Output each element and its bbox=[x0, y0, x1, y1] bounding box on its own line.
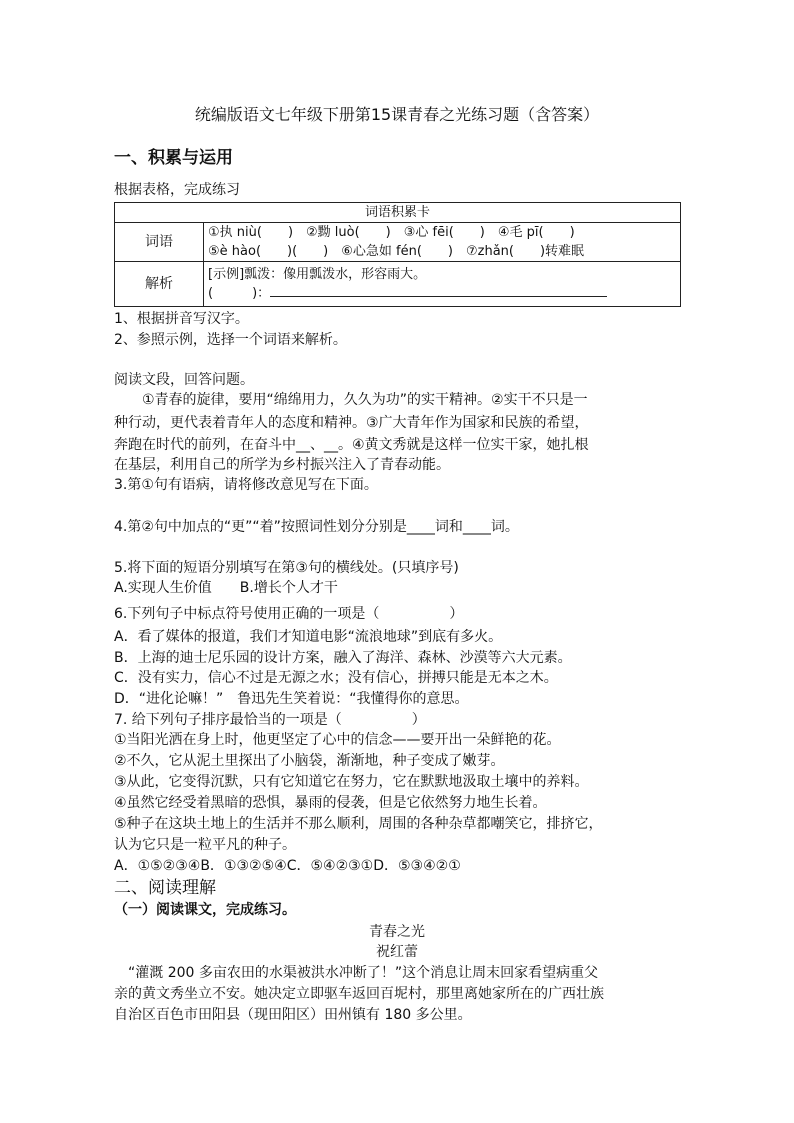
answer-underline[interactable] bbox=[270, 284, 607, 297]
analysis-cell bbox=[204, 262, 681, 307]
question-6-option: D．“进化论嘛！” 鲁迅先生笑着说：“我懂得你的意思。 bbox=[114, 691, 469, 707]
section-heading-accumulation: 一、积累与运用 bbox=[114, 148, 233, 168]
article-line: 亲的黄文秀坐立不安。她决定立即驱车返回百坭村，那里离她家所在的广西壮族 bbox=[114, 986, 604, 1002]
passage-line: 在基层，利用自己的所学为乡村振兴注入了青春动能。 bbox=[114, 457, 450, 473]
passage-line: 奔跑在时代的前列，在奋斗中__、__。④黄文秀就是这样一位实干家，她扎根 bbox=[114, 437, 589, 453]
analysis-blank-label: ( )： bbox=[208, 286, 271, 301]
article-line: 自治区百色市田阳县（现田阳区）田州镇有 180 多公里。 bbox=[114, 1007, 472, 1023]
article-line: “灌溉 200 多亩农田的水渠被洪水冲断了！”这个消息让周末回家看望病重父 bbox=[114, 965, 599, 981]
analysis-example: [示例]瓢泼：像用瓢泼水，形容雨大。 bbox=[208, 267, 427, 282]
vocabulary-card-table bbox=[114, 202, 681, 307]
table-intro: 根据表格，完成练习 bbox=[114, 182, 240, 198]
question-6-option: A．看了媒体的报道，我们才知道电影“流浪地球”到底有多火。 bbox=[114, 629, 503, 645]
question-7-sentence: ②不久，它从泥土里探出了小脑袋，渐渐地，种子变成了嫩芽。 bbox=[114, 753, 505, 769]
document-title: 统编版语文七年级下册第15课青春之光练习题（含答案） bbox=[194, 105, 600, 124]
article-author: 祝红蕾 bbox=[376, 944, 418, 960]
card-caption: 词语积累卡 bbox=[115, 203, 681, 223]
reading-subsection: （一）阅读课文，完成练习。 bbox=[114, 902, 296, 918]
section-heading-reading: 二、阅读理解 bbox=[114, 878, 216, 898]
question-5: 5.将下面的短语分别填写在第③句的横线处。(只填序号) bbox=[114, 560, 459, 576]
analysis-label: 解析 bbox=[115, 262, 204, 307]
question-6-option: C．没有实力，信心不过是无源之水；没有信心，拼搏只能是无本之木。 bbox=[114, 670, 558, 686]
question-7-sentence: 认为它只是一粒平凡的种子。 bbox=[114, 837, 296, 853]
question-2: 2、参照示例，选择一个词语来解析。 bbox=[114, 332, 347, 348]
passage-line: ①青春的旋律，要用“绵绵用力，久久为功”的实干精神。②实干不只是一 bbox=[114, 392, 588, 408]
reading-intro: 阅读文段，回答问题。 bbox=[114, 372, 254, 388]
article-title: 青春之光 bbox=[369, 924, 425, 940]
passage-line: 种行动，更代表着青年人的态度和精神。③广大青年作为国家和民族的希望， bbox=[114, 415, 589, 431]
question-4: 4.第②句中加点的“更”“着”按照词性划分分别是____词和____词。 bbox=[114, 519, 519, 535]
question-7-sentence: ⑤种子在这块土地上的生活并不那么顺利，周围的各种杂草都嘲笑它，排挤它， bbox=[114, 816, 603, 832]
question-1: 1、根据拼音写汉字。 bbox=[114, 311, 249, 327]
words-label: 词语 bbox=[115, 223, 204, 262]
question-7: 7. 给下列句子排序最恰当的一项是（ ） bbox=[114, 712, 426, 728]
question-7-sentence: ④虽然它经受着黑暗的恐惧，暴雨的侵袭，但是它依然努力地生长着。 bbox=[114, 795, 547, 811]
question-7-sentence: ①当阳光洒在身上时，他更坚定了心中的信念——要开出一朵鲜艳的花。 bbox=[114, 732, 561, 748]
question-3: 3.第①句有语病，请将修改意见写在下面。 bbox=[114, 477, 378, 493]
words-cell bbox=[204, 223, 681, 262]
question-6-option: B．上海的迪士尼乐园的设计方案，融入了海洋、森林、沙漠等六大元素。 bbox=[114, 650, 572, 666]
words-line-1: ①执 niù( ) ②黝 luò( ) ③心 fēi( ) ④毛 pī( ) bbox=[208, 225, 575, 240]
question-7-options: A．①⑤②③④B．①③②⑤④C．⑤④②③①D．⑤③④②① bbox=[114, 858, 461, 874]
question-6: 6.下列句子中标点符号使用正确的一项是（ ） bbox=[114, 606, 464, 622]
question-5-options: A.实现人生价值 B.增长个人才干 bbox=[114, 580, 338, 596]
question-7-sentence: ③从此，它变得沉默，只有它知道它在努力，它在默默地汲取土壤中的养料。 bbox=[114, 774, 589, 790]
analysis-blank-line bbox=[208, 284, 676, 303]
words-line-2: ⑤è hào( )( ) ⑥心急如 fén( ) ⑦zhǎn( )转难眠 bbox=[208, 244, 585, 259]
